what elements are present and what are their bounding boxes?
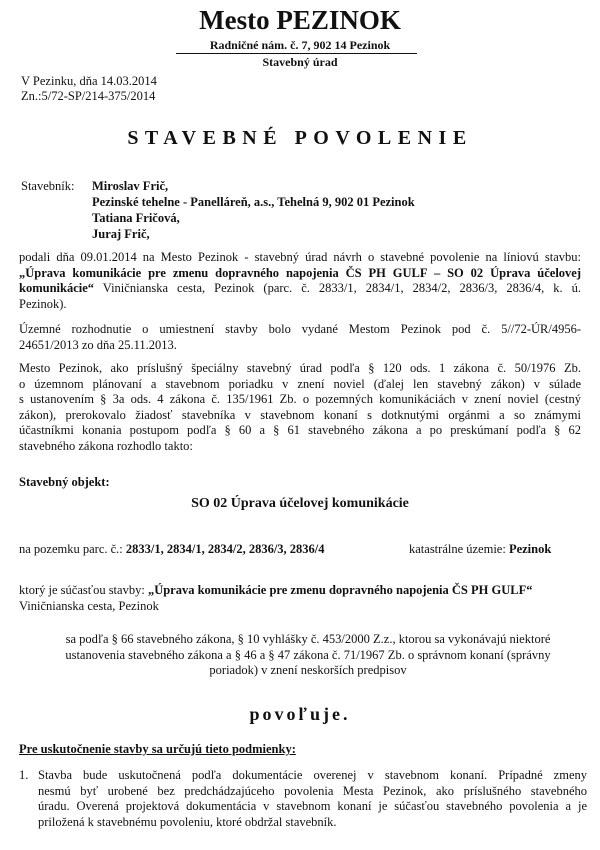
legal-line: sa podľa § 66 stavebného zákona, § 10 vyhlášky č. 453/2000 Z.z., ktorou sa vykonávajú niektoré — [65, 632, 551, 646]
procedure-line: o územnom plánovaní a stavebnom poriadku v znení noviel (ďalej len stavebný zákon) v súlade — [19, 376, 581, 391]
parcel-prefix: na pozemku parc. č.: — [19, 542, 126, 556]
part-of-line — [19, 583, 589, 599]
application-line: „Úprava komunikácie pre zmenu dopravného napojenia ČS PH GULF – SO 02 Úprava účelovej — [19, 265, 581, 280]
procedure-line: Mesto Pezinok, ako príslušný špeciálny stavebný úrad podľa § 120 ods. 1 zákona č. 50/1976 Zb. — [19, 361, 581, 375]
cadastral-label: katastrálne územie: — [409, 542, 509, 556]
condition-number: 1. — [19, 768, 29, 782]
office-name: Stavebný úrad — [262, 55, 338, 69]
part-of-prefix: ktorý je súčasťou stavby: — [19, 583, 148, 597]
procedure-line: účastníkmi konania postupom podľa § 60 a § 61 stavebného zákona a po preskúmaní podľa § 62 — [19, 423, 581, 437]
zoning-line: 24651/2013 zo dňa 25.11.2013. — [19, 337, 177, 352]
builder-name: Tatiana Fričová, — [92, 211, 180, 225]
application-text: Viničnianska cesta, Pezinok (parc. č. 2833/1, 2834/1, 2834/2, 2836/3, 2836/4, k. ú. — [94, 281, 581, 295]
application-bold-text: komunikácie“ — [19, 281, 95, 295]
condition-line: Stavba bude uskutočnená podľa dokumentácie overenej v stavebnom konaní. Prípadné zmeny — [38, 768, 587, 782]
procedure-line: s ustanovením § 3a ods. 4 zákona č. 135/1961 Zb. o pozemných komunikáciách v znení noviel (cestný — [19, 392, 581, 406]
condition-line: nesmú byť urobené bez predchádzajúceho povolenia Mesta Pezinok, ako príslušného stavebného — [38, 783, 587, 798]
legal-basis — [38, 632, 578, 679]
application-line: podali dňa 09.01.2014 na Mesto Pezinok - stavebný úrad návrh o stavebné povolenie na líniovú stavbu: — [19, 250, 581, 264]
part-of-construction — [19, 583, 589, 614]
municipality-address: Radničné nám. č. 7, 902 14 Pezinok — [209, 38, 391, 52]
application-line — [19, 281, 581, 297]
issue-date: V Pezinku, dňa 14.03.2014 — [21, 74, 157, 88]
parcel-numbers: 2833/1, 2834/1, 2834/2, 2836/3, 2836/4 — [125, 542, 325, 556]
object-name: SO 02 Úprava účelovej komunikácie — [191, 496, 409, 511]
condition-text — [38, 768, 587, 830]
procedure-line: stavebného zákona rozhodlo takto: — [19, 438, 193, 453]
parcel-line — [19, 542, 325, 557]
legal-line: ustanovenia stavebného zákona a § 46 a § 47 zákona č. 71/1967 Zb. o správnom konaní (správny — [65, 647, 551, 662]
builder-list — [92, 179, 415, 243]
legal-line: poriadok) v znení neskorších predpisov — [209, 663, 407, 677]
verdict: povoľuje. — [249, 704, 351, 724]
zoning-paragraph — [19, 322, 581, 353]
object-label: Stavebný objekt: — [19, 475, 110, 489]
reference-number: Zn.:5/72-SP/214-375/2014 — [21, 89, 156, 103]
procedure-paragraph — [19, 361, 581, 454]
document-title: STAVEBNÉ POVOLENIE — [127, 127, 473, 149]
condition-line: úradu. Overená projektová dokumentácia v stavebnom konaní je súčasťou stavebného povolenia a je — [38, 799, 587, 813]
builder-name: Pezinské tehelne - Panelláreň, a.s., Tehelná 9, 902 01 Pezinok — [92, 195, 415, 209]
cadastral-area — [409, 542, 551, 557]
procedure-line: zákon), prerokovalo žiadosť stavebníka v stavebnom konaní s dotknutými orgánmi a so známymi — [19, 407, 581, 422]
header-divider — [176, 53, 417, 54]
zoning-line: Územné rozhodnutie o umiestnení stavby bolo vydané Mestom Pezinok pod č. 5//72-ÚR/4956- — [19, 322, 581, 336]
builder-label: Stavebník: — [21, 179, 75, 193]
conditions-heading: Pre uskutočnenie stavby sa určujú tieto podmienky: — [19, 742, 296, 756]
application-line: Pezinok). — [19, 296, 67, 311]
municipality-title: Mesto PEZINOK — [199, 5, 401, 35]
builder-name: Miroslav Frič, — [92, 179, 169, 193]
builder-name: Juraj Frič, — [92, 227, 150, 241]
construction-name: „Úprava komunikácie pre zmenu dopravného napojenia ČS PH GULF“ — [147, 583, 533, 597]
construction-location: Viničnianska cesta, Pezinok — [19, 598, 159, 613]
application-paragraph — [19, 250, 581, 312]
condition-line: priložená k stavebnému povoleniu, ktoré obdržal stavebník. — [38, 814, 337, 829]
cadastral-value: Pezinok — [508, 542, 552, 556]
